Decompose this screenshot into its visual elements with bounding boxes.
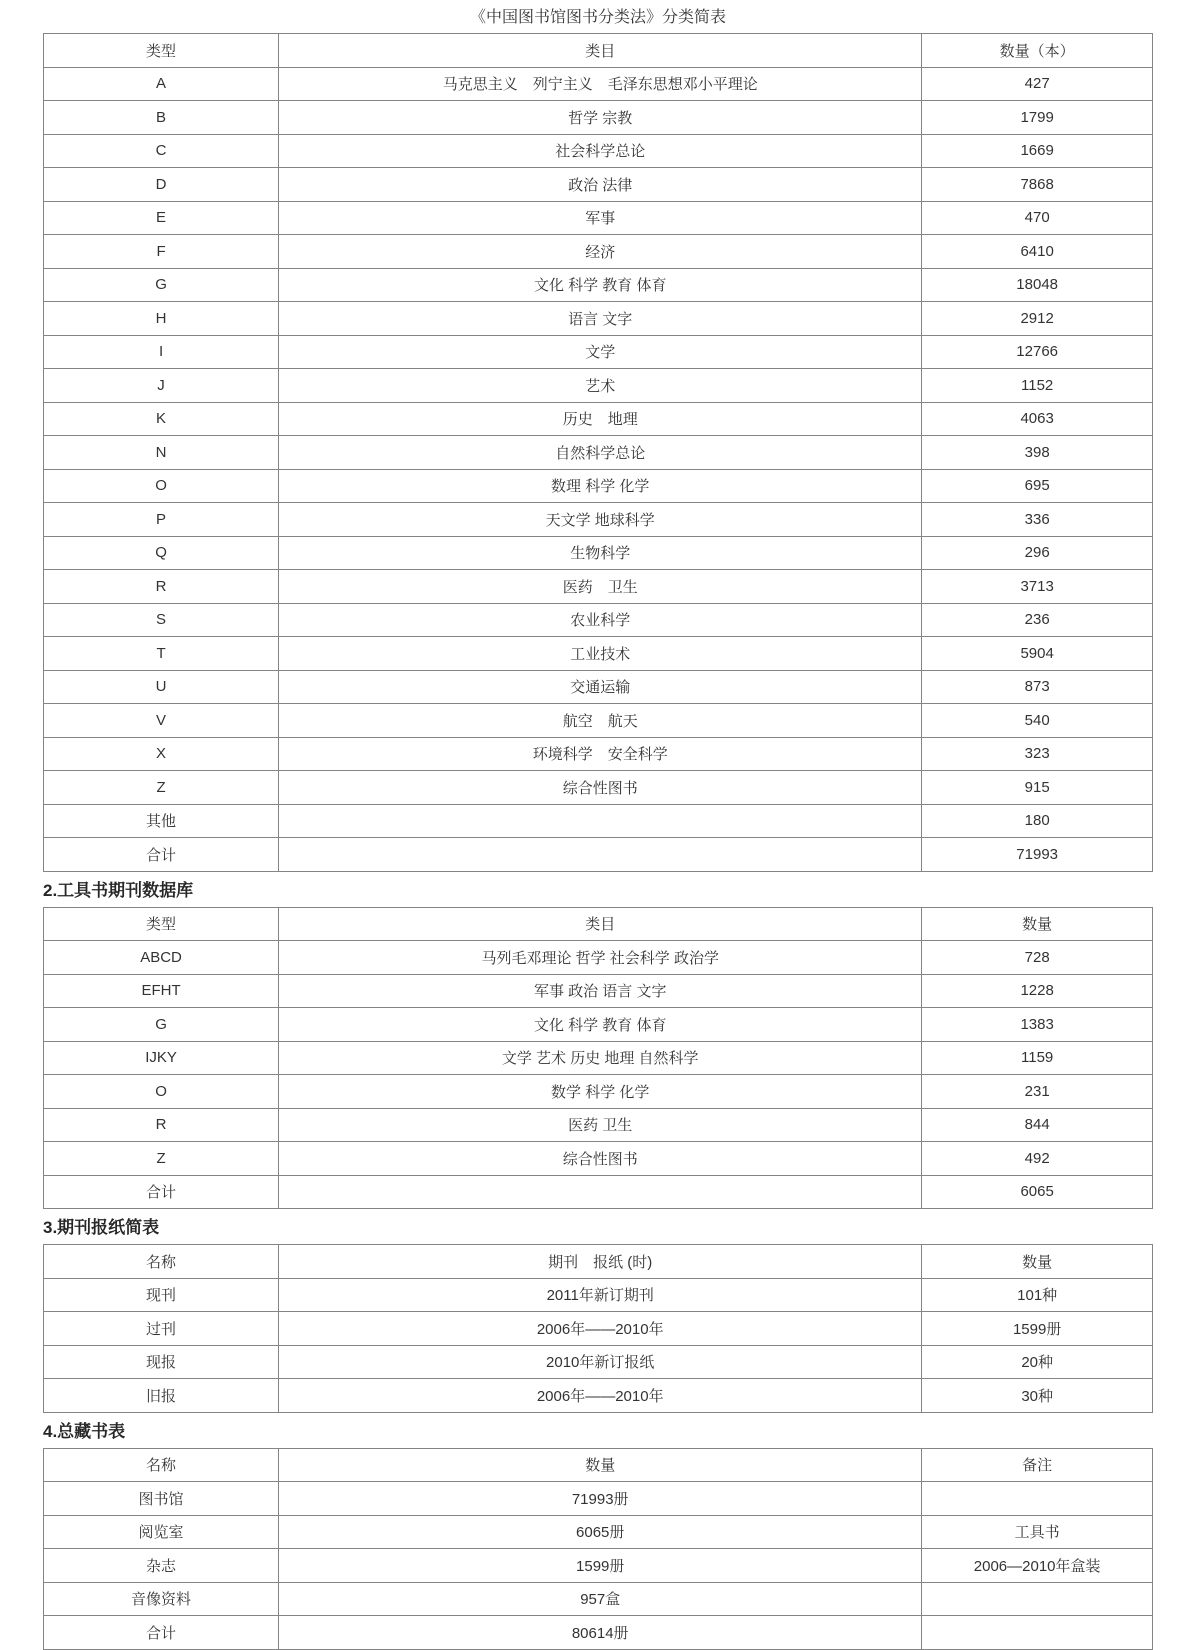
table-cell: 医药 卫生 xyxy=(279,570,922,604)
table-cell: 492 xyxy=(922,1142,1153,1176)
table-cell: 音像资料 xyxy=(44,1582,279,1616)
column-header: 名称 xyxy=(44,1245,279,1279)
table-cell: 图书馆 xyxy=(44,1482,279,1516)
table-row xyxy=(44,1175,1153,1209)
table-row xyxy=(44,974,1153,1008)
table-cell: S xyxy=(44,603,279,637)
table-row xyxy=(44,1278,1153,1312)
table-cell: 经济 xyxy=(279,235,922,269)
table-row xyxy=(44,469,1153,503)
table-row xyxy=(44,67,1153,101)
table-header-row xyxy=(44,1448,1153,1482)
table-cell: 1159 xyxy=(922,1041,1153,1075)
table-row xyxy=(44,134,1153,168)
table-cell: D xyxy=(44,168,279,202)
table-cell: 社会科学总论 xyxy=(279,134,922,168)
table-cell: 18048 xyxy=(922,268,1153,302)
table-cell: 文化 科学 教育 体育 xyxy=(279,268,922,302)
table-row xyxy=(44,201,1153,235)
table-cell: 1152 xyxy=(922,369,1153,403)
table-row xyxy=(44,335,1153,369)
table-cell: 296 xyxy=(922,536,1153,570)
table-cell: 医药 卫生 xyxy=(279,1108,922,1142)
table-cell: 957盒 xyxy=(279,1582,922,1616)
table-row xyxy=(44,1312,1153,1346)
table-cell: H xyxy=(44,302,279,336)
table-cell: 过刊 xyxy=(44,1312,279,1346)
table-row xyxy=(44,402,1153,436)
table-row xyxy=(44,268,1153,302)
table-cell: 5904 xyxy=(922,637,1153,671)
table-cell: 天文学 地球科学 xyxy=(279,503,922,537)
table-cell: 数理 科学 化学 xyxy=(279,469,922,503)
table-cell: 文学 xyxy=(279,335,922,369)
table-cell: 236 xyxy=(922,603,1153,637)
table-cell: 398 xyxy=(922,436,1153,470)
table-cell: B xyxy=(44,101,279,135)
table-cell: 2912 xyxy=(922,302,1153,336)
table-cell xyxy=(279,838,922,872)
table-cell: 政治 法律 xyxy=(279,168,922,202)
table-cell: 1599册 xyxy=(279,1549,922,1583)
table-cell: 7868 xyxy=(922,168,1153,202)
table-cell: 20种 xyxy=(922,1345,1153,1379)
table-header-row xyxy=(44,34,1153,68)
table-row xyxy=(44,1142,1153,1176)
table-row xyxy=(44,1108,1153,1142)
document-title: 《中国图书馆图书分类法》分类简表 xyxy=(469,9,726,26)
table-cell: Q xyxy=(44,536,279,570)
table-cell: V xyxy=(44,704,279,738)
table-cell: A xyxy=(44,67,279,101)
table-row xyxy=(44,637,1153,671)
table-cell: P xyxy=(44,503,279,537)
table-row xyxy=(44,536,1153,570)
table-cell xyxy=(922,1482,1153,1516)
table-cell: 80614册 xyxy=(279,1616,922,1650)
table-cell: 合计 xyxy=(44,1175,279,1209)
table-cell: 军事 xyxy=(279,201,922,235)
table-cell: 旧报 xyxy=(44,1379,279,1413)
table-cell: 6410 xyxy=(922,235,1153,269)
table-cell: 军事 政治 语言 文字 xyxy=(279,974,922,1008)
table-cell: K xyxy=(44,402,279,436)
table-cell: 农业科学 xyxy=(279,603,922,637)
table-row xyxy=(44,369,1153,403)
table-row xyxy=(44,1549,1153,1583)
table-cell: 工业技术 xyxy=(279,637,922,671)
table-cell: 环境科学 安全科学 xyxy=(279,737,922,771)
table-cell: 杂志 xyxy=(44,1549,279,1583)
table-row xyxy=(44,704,1153,738)
table-header-row xyxy=(44,907,1153,941)
table-cell: G xyxy=(44,1008,279,1042)
column-header: 数量 xyxy=(922,907,1153,941)
table-cell: 文学 艺术 历史 地理 自然科学 xyxy=(279,1041,922,1075)
table-cell: X xyxy=(44,737,279,771)
section-heading-periodicals: 3.期刊报纸简表 xyxy=(43,1218,160,1237)
table-cell: 71993 xyxy=(922,838,1153,872)
table-header-row xyxy=(44,1245,1153,1279)
table-cell: 2006—2010年盒装 xyxy=(922,1549,1153,1583)
table-cell: 自然科学总论 xyxy=(279,436,922,470)
table-row xyxy=(44,804,1153,838)
table-row xyxy=(44,168,1153,202)
table-cell: E xyxy=(44,201,279,235)
table-row xyxy=(44,503,1153,537)
table-cell: J xyxy=(44,369,279,403)
table-cell: R xyxy=(44,1108,279,1142)
table-row xyxy=(44,1345,1153,1379)
table-row xyxy=(44,838,1153,872)
table-cell xyxy=(279,804,922,838)
table-cell: 马列毛邓理论 哲学 社会科学 政治学 xyxy=(279,941,922,975)
table-cell: 历史 地理 xyxy=(279,402,922,436)
table-cell xyxy=(922,1616,1153,1650)
table-cell: 4063 xyxy=(922,402,1153,436)
table-cell: 2011年新订期刊 xyxy=(279,1278,922,1312)
column-header: 类型 xyxy=(44,907,279,941)
table-cell: 1799 xyxy=(922,101,1153,135)
table-row xyxy=(44,1616,1153,1650)
table-row xyxy=(44,1379,1153,1413)
table-cell: U xyxy=(44,670,279,704)
table-cell: 阅览室 xyxy=(44,1515,279,1549)
total-collection-table xyxy=(43,1448,1153,1650)
table-row xyxy=(44,603,1153,637)
table-cell: 30种 xyxy=(922,1379,1153,1413)
table-row xyxy=(44,235,1153,269)
table-cell: 综合性图书 xyxy=(279,1142,922,1176)
table-row xyxy=(44,1075,1153,1109)
table-cell: I xyxy=(44,335,279,369)
table-row xyxy=(44,1008,1153,1042)
table-cell: 1228 xyxy=(922,974,1153,1008)
table-cell: O xyxy=(44,469,279,503)
table-cell: 艺术 xyxy=(279,369,922,403)
table-cell: 2006年——2010年 xyxy=(279,1379,922,1413)
column-header: 类目 xyxy=(279,34,922,68)
table-row xyxy=(44,436,1153,470)
section-heading-reference-db: 2.工具书期刊数据库 xyxy=(43,880,194,900)
periodicals-newspapers-table xyxy=(43,1244,1153,1413)
table-row xyxy=(44,771,1153,805)
table-cell: Z xyxy=(44,1142,279,1176)
table-cell: 1599册 xyxy=(922,1312,1153,1346)
table-cell: 873 xyxy=(922,670,1153,704)
table-cell: 336 xyxy=(922,503,1153,537)
table-cell: 6065 xyxy=(922,1175,1153,1209)
table-row xyxy=(44,941,1153,975)
table-row xyxy=(44,570,1153,604)
table-cell: Z xyxy=(44,771,279,805)
table-cell: IJKY xyxy=(44,1041,279,1075)
table-cell: 3713 xyxy=(922,570,1153,604)
table-row xyxy=(44,670,1153,704)
table-cell: 综合性图书 xyxy=(279,771,922,805)
column-header: 类目 xyxy=(279,907,922,941)
column-header: 名称 xyxy=(44,1448,279,1482)
table-row xyxy=(44,1482,1153,1516)
table-row xyxy=(44,1582,1153,1616)
table-cell: 1669 xyxy=(922,134,1153,168)
table-cell: N xyxy=(44,436,279,470)
column-header: 数量 xyxy=(279,1448,922,1482)
table-cell: 工具书 xyxy=(922,1515,1153,1549)
table-cell: 915 xyxy=(922,771,1153,805)
classification-table xyxy=(43,33,1153,872)
table-cell: 合计 xyxy=(44,838,279,872)
table-cell: 540 xyxy=(922,704,1153,738)
table-cell: 2006年——2010年 xyxy=(279,1312,922,1346)
table-row xyxy=(44,302,1153,336)
table-cell: 427 xyxy=(922,67,1153,101)
table-cell: T xyxy=(44,637,279,671)
table-row xyxy=(44,1515,1153,1549)
column-header: 类型 xyxy=(44,34,279,68)
table-cell: 数学 科学 化学 xyxy=(279,1075,922,1109)
table-cell: 101种 xyxy=(922,1278,1153,1312)
table-cell: G xyxy=(44,268,279,302)
table-cell: 1383 xyxy=(922,1008,1153,1042)
table-row xyxy=(44,1041,1153,1075)
column-header: 数量（本） xyxy=(922,34,1153,68)
reference-db-table xyxy=(43,907,1153,1210)
column-header: 数量 xyxy=(922,1245,1153,1279)
table-cell: 12766 xyxy=(922,335,1153,369)
table-row xyxy=(44,101,1153,135)
table-cell: 马克思主义 列宁主义 毛泽东思想邓小平理论 xyxy=(279,67,922,101)
table-cell: 6065册 xyxy=(279,1515,922,1549)
table-cell: C xyxy=(44,134,279,168)
column-header: 备注 xyxy=(922,1448,1153,1482)
table-cell: EFHT xyxy=(44,974,279,1008)
table-cell: R xyxy=(44,570,279,604)
table-cell: 470 xyxy=(922,201,1153,235)
table-cell: 生物科学 xyxy=(279,536,922,570)
column-header: 期刊 报纸 (时) xyxy=(279,1245,922,1279)
table-cell: 180 xyxy=(922,804,1153,838)
table-cell: 323 xyxy=(922,737,1153,771)
table-cell: ABCD xyxy=(44,941,279,975)
table-cell: 交通运输 xyxy=(279,670,922,704)
table-cell: 合计 xyxy=(44,1616,279,1650)
table-cell: 844 xyxy=(922,1108,1153,1142)
table-cell: 2010年新订报纸 xyxy=(279,1345,922,1379)
table-cell: 哲学 宗教 xyxy=(279,101,922,135)
table-cell: 语言 文字 xyxy=(279,302,922,336)
table-cell: O xyxy=(44,1075,279,1109)
table-cell: F xyxy=(44,235,279,269)
table-cell: 728 xyxy=(922,941,1153,975)
table-cell: 现报 xyxy=(44,1345,279,1379)
table-cell xyxy=(279,1175,922,1209)
table-cell: 其他 xyxy=(44,804,279,838)
table-cell: 231 xyxy=(922,1075,1153,1109)
table-cell: 71993册 xyxy=(279,1482,922,1516)
table-cell: 现刊 xyxy=(44,1278,279,1312)
table-cell: 文化 科学 教育 体育 xyxy=(279,1008,922,1042)
table-cell: 航空 航天 xyxy=(279,704,922,738)
table-cell: 695 xyxy=(922,469,1153,503)
section-heading-total-collection: 4.总藏书表 xyxy=(43,1421,126,1441)
table-cell xyxy=(922,1582,1153,1616)
table-row xyxy=(44,737,1153,771)
